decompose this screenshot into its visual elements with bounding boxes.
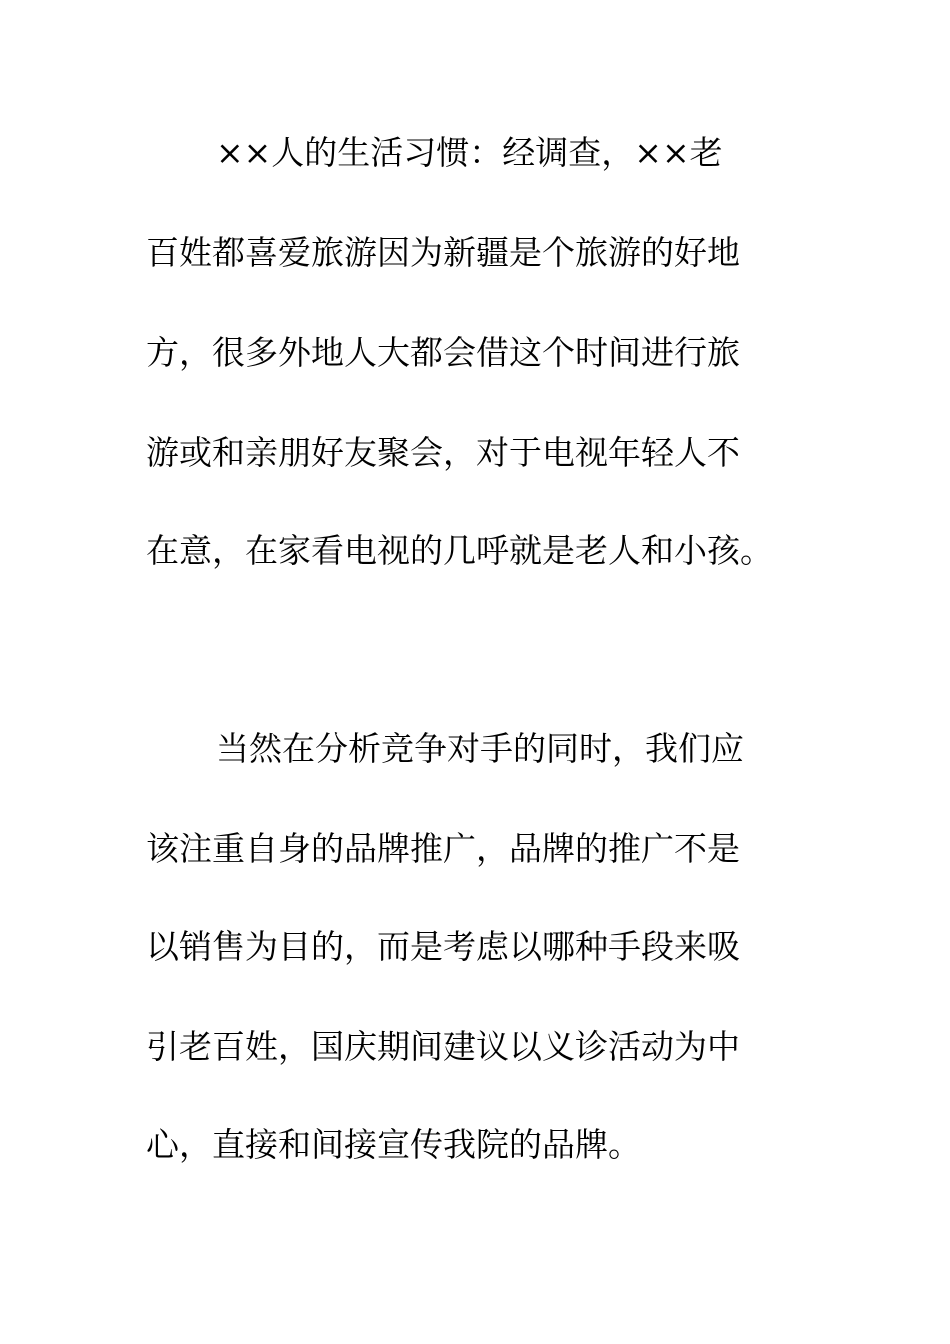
paragraph-line: 百姓都喜爱旅游因为新疆是个旅游的好地 <box>146 233 740 272</box>
paragraph-line: 该注重自身的品牌推广，品牌的推广不是 <box>146 829 740 868</box>
paragraph-line: ××人的生活习惯：经调查，××老 <box>216 133 723 172</box>
paragraph-line: 以销售为目的，而是考虑以哪种手段来吸 <box>146 927 740 966</box>
paragraph-line: 当然在分析竞争对手的同时，我们应 <box>216 729 744 768</box>
paragraph-line: 在意，在家看电视的几呼就是老人和小孩。 <box>146 531 773 570</box>
paragraph-line: 游或和亲朋好友聚会，对于电视年轻人不 <box>146 433 740 472</box>
paragraph-line: 引老百姓，国庆期间建议以义诊活动为中 <box>146 1027 740 1066</box>
paragraph-line: 方，很多外地人大都会借这个时间进行旅 <box>146 333 740 372</box>
paragraph-line: 心，直接和间接宣传我院的品牌。 <box>146 1125 641 1164</box>
